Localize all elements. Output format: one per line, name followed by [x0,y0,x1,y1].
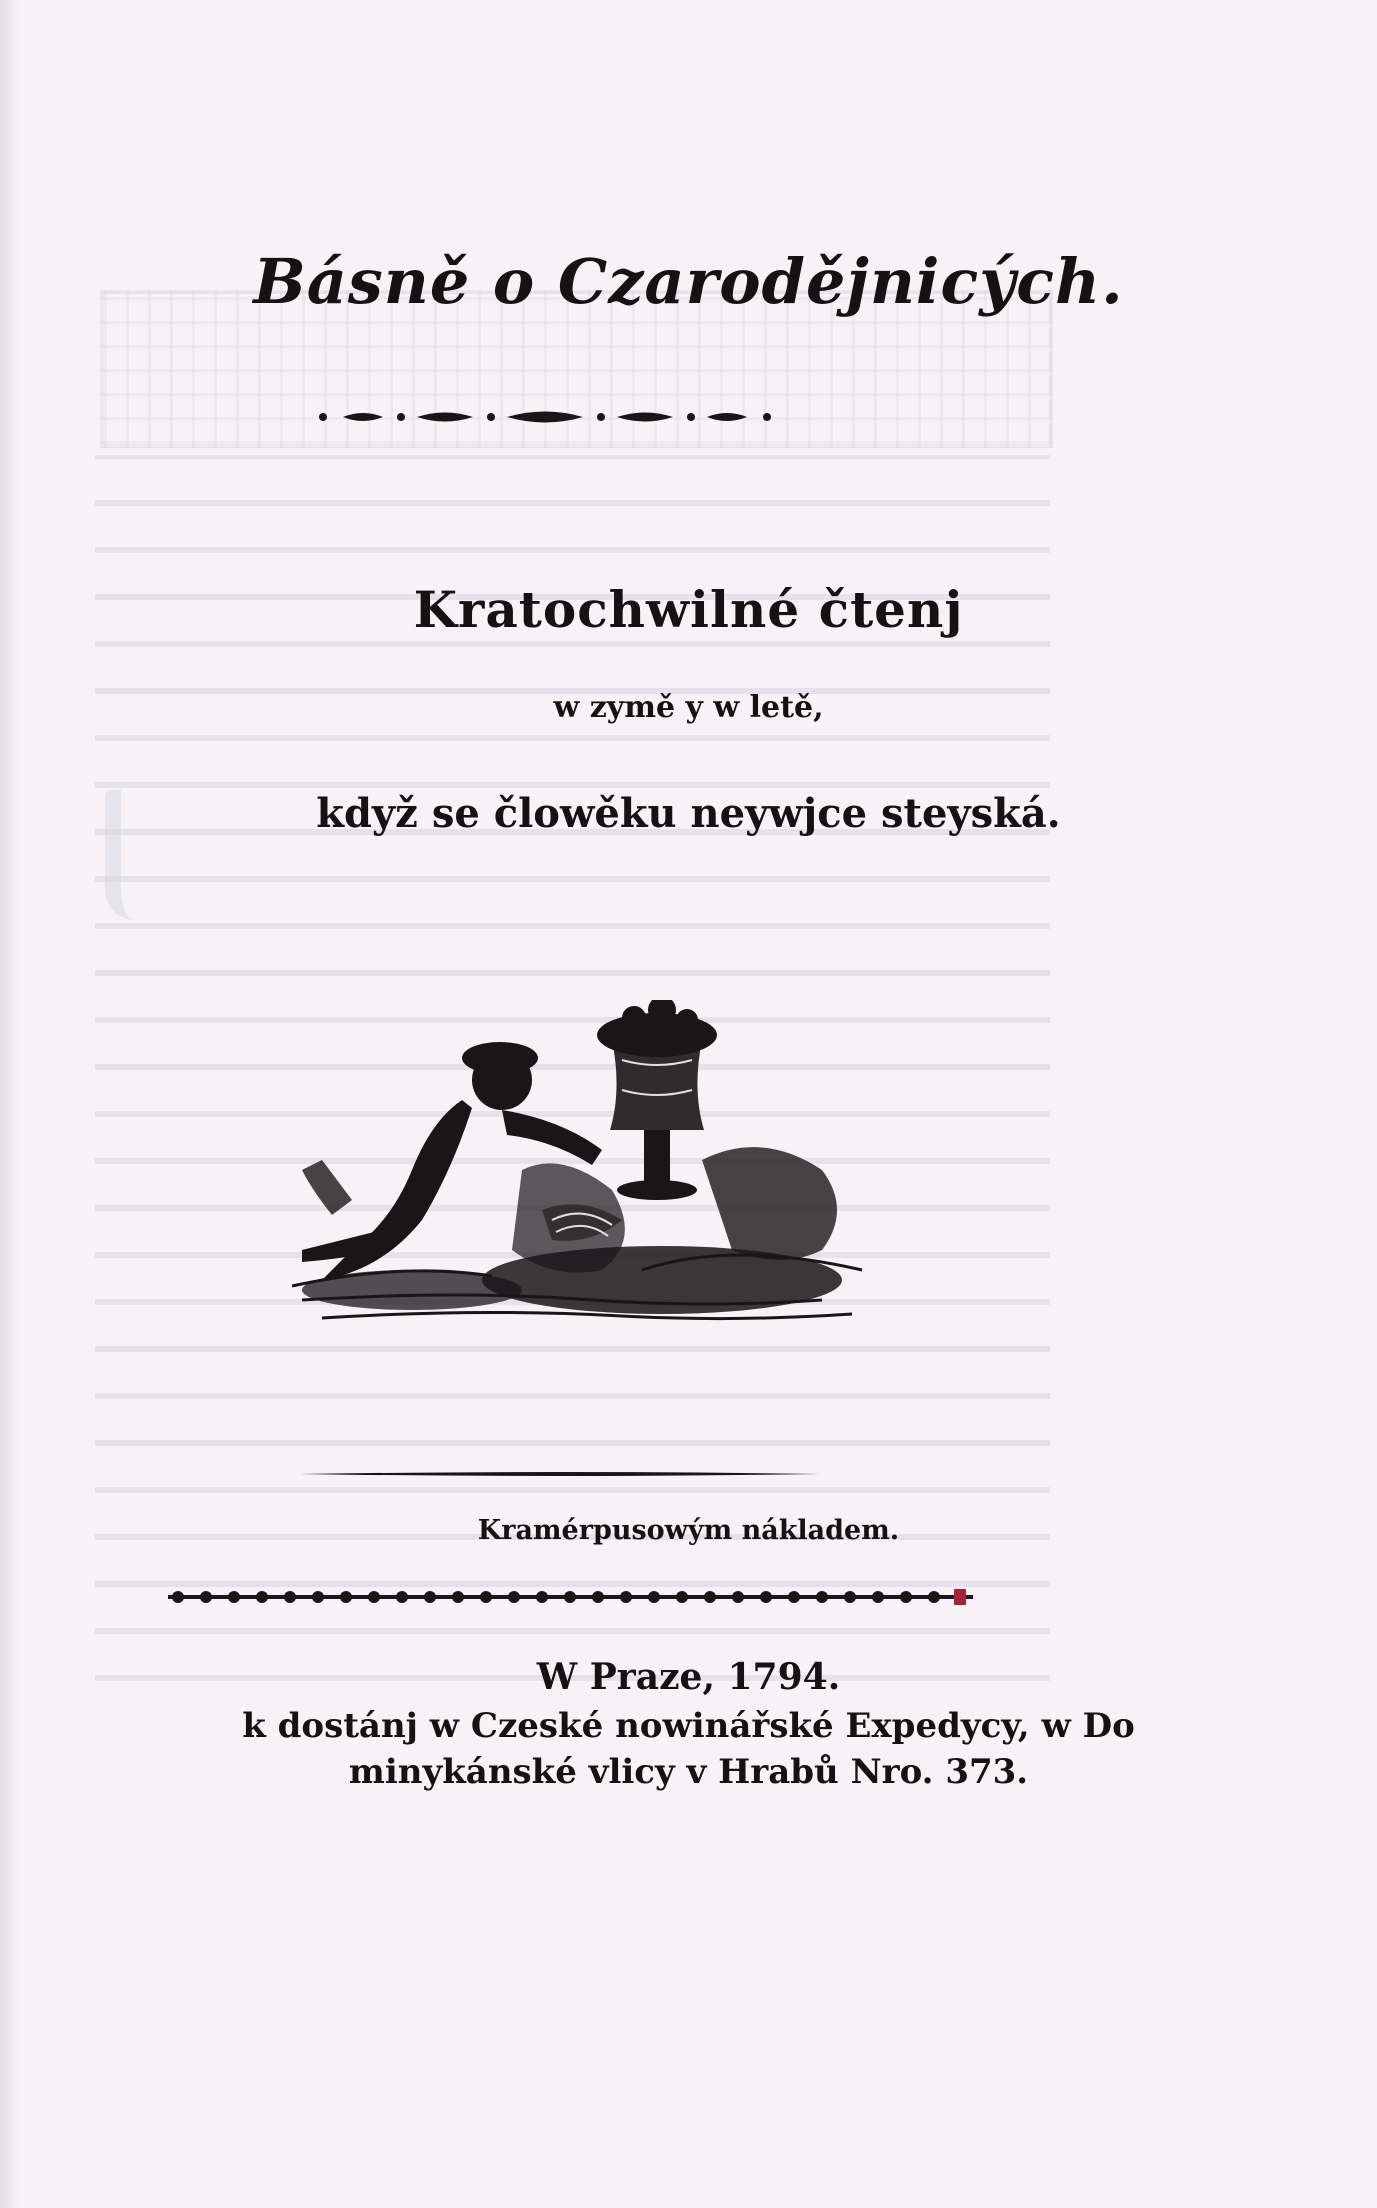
horizontal-rule [300,1470,820,1478]
bleed-through-text [95,280,1050,1700]
book-title: Básně o Czarodějnicých. [253,245,1124,318]
book-subtitle: Kratochwilné čtenj [413,580,964,639]
title-ornament [315,402,775,432]
imprint-address-line-1: k dostánj w Czeské nowinářské Expedycy, w Do [242,1706,1135,1746]
subtitle-line-1: w zymě y w letě, [553,690,824,725]
woodcut-vignette [262,1000,882,1340]
page-edge-shadow [0,0,18,2208]
publisher-line: Kramérpusowým nákladem. [477,1515,900,1546]
imprint-address-line-2: minykánské vlicy v Hrabů Nro. 373. [348,1752,1029,1792]
chain-ornament-rule [168,1586,973,1608]
imprint-place-date: W Praze, 1794. [536,1656,841,1698]
subtitle-line-2: když se člowěku neywjce steyská. [316,790,1061,837]
